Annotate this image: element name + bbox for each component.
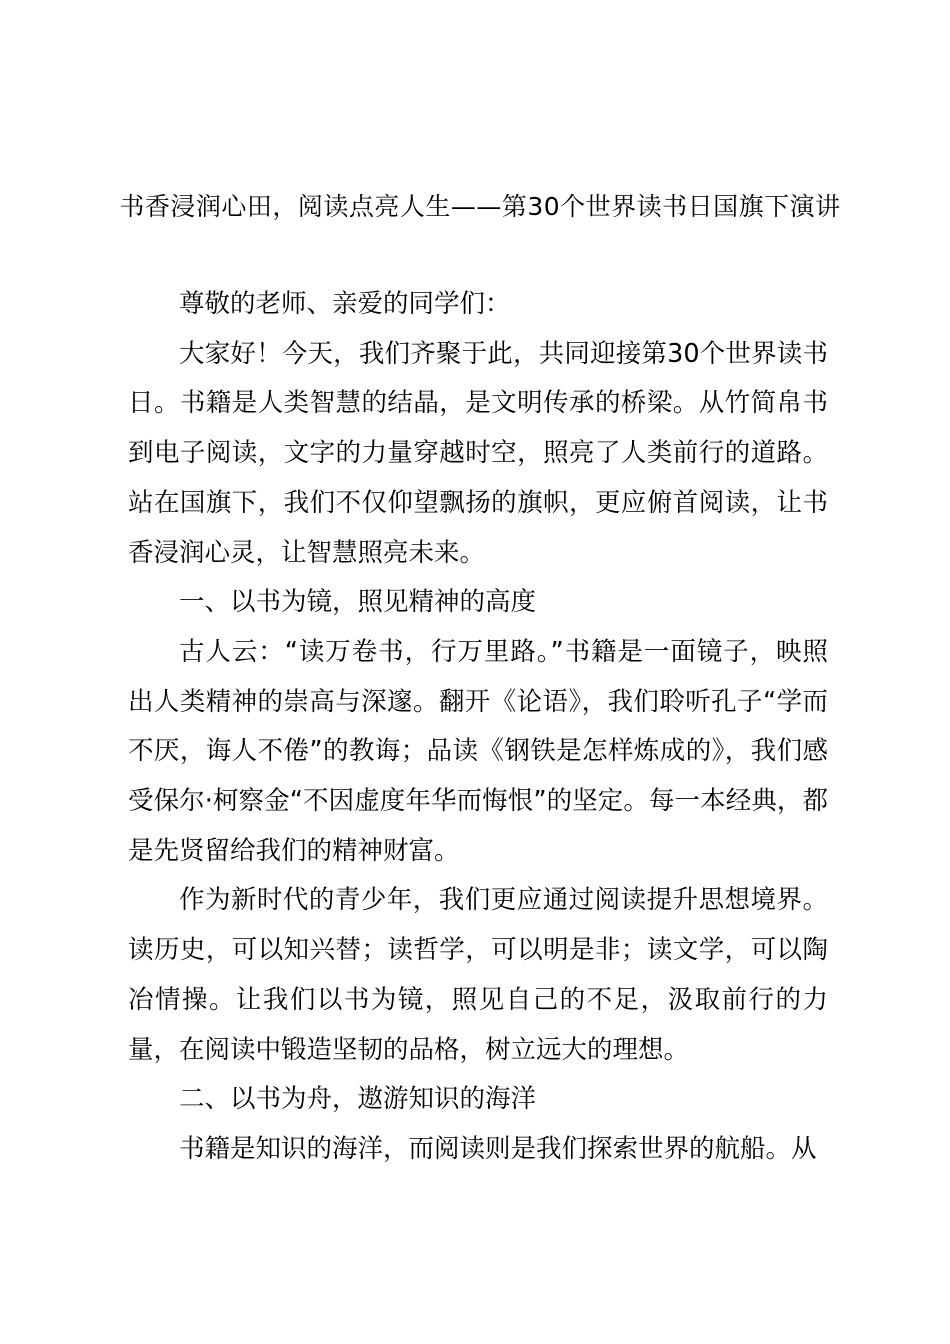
body-paragraph: 大家好！今天，我们齐聚于此，共同迎接第30个世界读书日。书籍是人类智慧的结晶，是文明传承的桥梁。从竹简帛书到电子阅读，文字的力量穿越时空，照亮了人类前行的道路。站在国旗下，我们不仅仰望飘扬的旗帜，更应俯首阅读，让书香浸润心灵，让智慧照亮未来。	[128, 338, 828, 568]
body-paragraph: 作为新时代的青少年，我们更应通过阅读提升思想境界。读历史，可以知兴替；读哲学，可以明是非；读文学，可以陶冶情操。让我们以书为镜，照见自己的不足，汲取前行的力量，在阅读中锻造坚韧的品格，树立远大的理想。	[128, 885, 828, 1065]
section-heading: 二、以书为舟，遨游知识的海洋	[179, 1084, 537, 1115]
greeting-paragraph: 尊敬的老师、亲爱的同学们：	[179, 289, 511, 319]
body-paragraph: 古人云：“读万卷书，行万里路。”书籍是一面镜子，映照出人类精神的崇高与深邃。翻开《论语》，我们聆听孔子“学而不厌，诲人不倦”的教诲；品读《钢铁是怎样炼成的》，我们感受保尔·柯察金“不因虚度年华而悔恨”的坚定。每一本经典，都是先贤留给我们的精神财富。	[128, 636, 828, 866]
document-title: 书香浸润心田，阅读点亮人生——第30个世界读书日国旗下演讲	[119, 192, 841, 221]
body-paragraph: 书籍是知识的海洋，而阅读则是我们探索世界的航船。从	[179, 1133, 817, 1164]
document-body	[128, 280, 828, 1175]
section-heading: 一、以书为镜，照见精神的高度	[179, 587, 537, 618]
